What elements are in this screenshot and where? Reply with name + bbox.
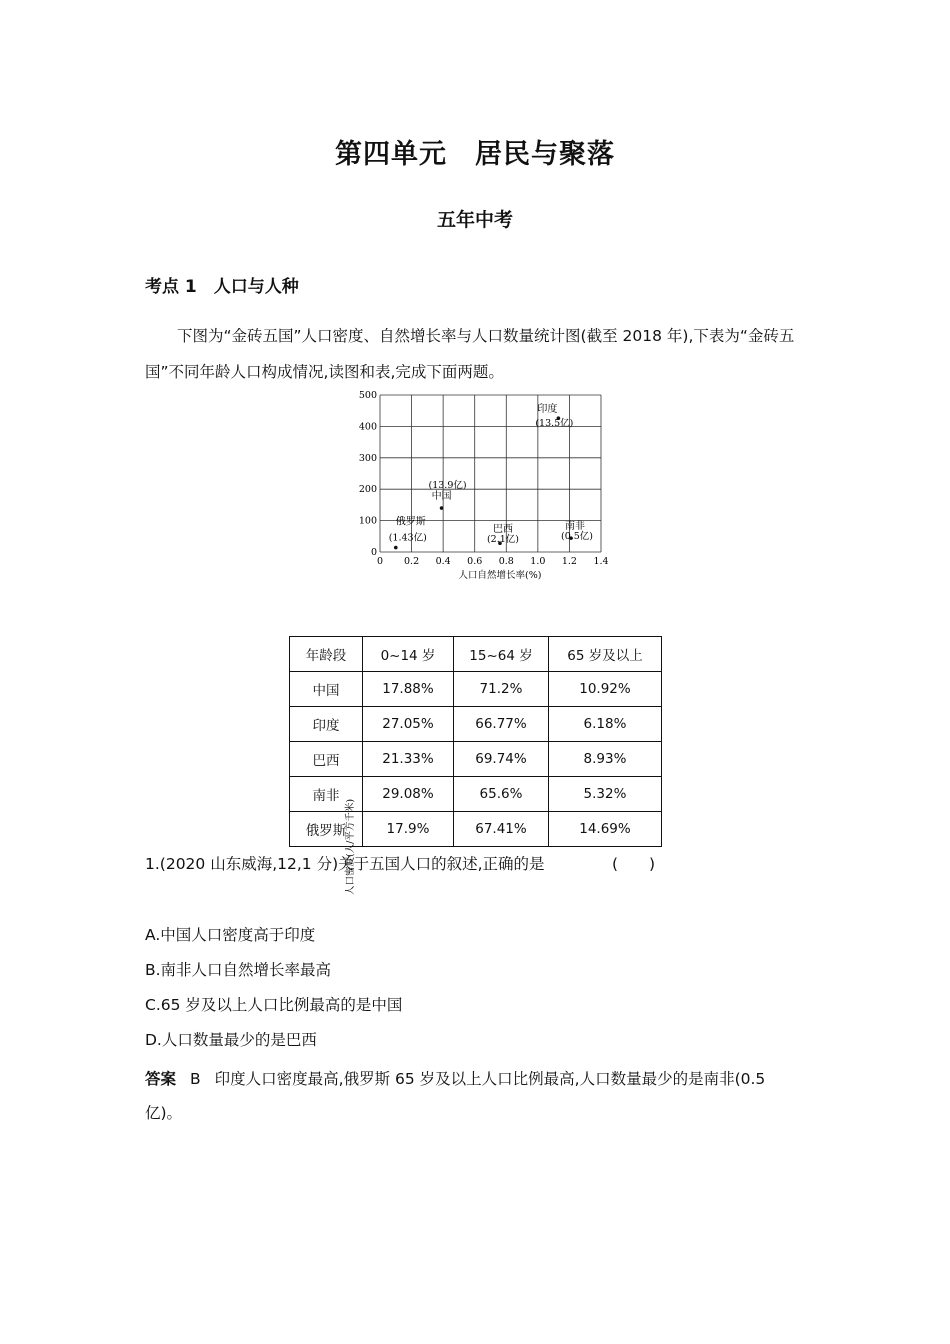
point-population-label: (13.5亿) [535, 418, 574, 430]
y-tick-label: 200 [358, 484, 377, 496]
table-header-cell: 15~64 岁 [454, 637, 549, 672]
table-cell: 14.69% [549, 812, 662, 847]
x-tick-label: 1.0 [530, 556, 546, 567]
point-population-label: (0.5亿) [560, 531, 594, 543]
table-header-cell: 65 岁及以上 [549, 637, 662, 672]
question-stem: 1.(2020 山东威海,12,1 分)关于五国人口的叙述,正确的是 [145, 855, 545, 873]
table-row [290, 672, 662, 707]
table-cell: 俄罗斯 [290, 812, 363, 847]
table-cell: 71.2% [454, 672, 549, 707]
point-name-label: 印度 [537, 404, 558, 416]
point-name-label: 巴西 [492, 524, 513, 536]
table-header-cell: 0~14 岁 [363, 637, 454, 672]
table-cell: 29.08% [363, 777, 454, 812]
x-tick-label: 1.4 [593, 556, 609, 567]
table-cell: 5.32% [549, 777, 662, 812]
option-c: C.65 岁及以上人口比例最高的是中国 [145, 996, 403, 1014]
x-axis-label: 人口自然增长率(%) [458, 570, 542, 581]
table-cell: 21.33% [363, 742, 454, 777]
table-cell: 中国 [290, 672, 363, 707]
option-b: B.南非人口自然增长率最高 [145, 961, 332, 979]
y-tick-label: 300 [358, 452, 377, 464]
data-point [440, 506, 444, 510]
table-header-row [290, 637, 662, 672]
x-tick-label: 0.4 [435, 556, 451, 567]
data-point [394, 546, 398, 550]
x-tick-label: 0 [376, 556, 384, 567]
y-tick-label: 0 [370, 547, 377, 558]
x-tick-label: 1.2 [561, 556, 577, 567]
table-cell: 10.92% [549, 672, 662, 707]
option-a: A.中国人口密度高于印度 [145, 926, 316, 944]
table-cell: 南非 [290, 777, 363, 812]
table-cell: 6.18% [549, 707, 662, 742]
intro-paragraph: 下图为“金砖五国”人口密度、自然增长率与人口数量统计图(截至 2018 年),下表为“金砖五国”不同年龄人口构成情况,读图和表,完成下面两题。 [145, 327, 795, 381]
page-subtitle: 五年中考 [436, 209, 513, 231]
y-axis-label: 人口密度(人/平方千米) [345, 798, 356, 896]
table-row [290, 707, 662, 742]
answer-explanation: 印度人口密度最高,俄罗斯 65 岁及以上人口比例最高,人口数量最少的是南非(0.5 亿)。 [145, 1070, 766, 1122]
table-row [290, 777, 662, 812]
point-name-label: 中国 [431, 491, 452, 503]
answer-block [145, 1062, 805, 1130]
point-population-label: (13.9亿) [428, 480, 467, 492]
answer-letter: B [190, 1070, 201, 1088]
point-name-label: 俄罗斯 [395, 516, 426, 528]
table-cell: 69.74% [454, 742, 549, 777]
y-tick-label: 100 [358, 515, 377, 527]
point-population-label: (1.43亿) [388, 532, 427, 544]
table-cell: 65.6% [454, 777, 549, 812]
point-population-label: (2.1亿) [486, 534, 519, 546]
table-cell: 8.93% [549, 742, 662, 777]
answer-bracket: ( ) [612, 855, 656, 873]
table-cell: 巴西 [290, 742, 363, 777]
table-cell: 66.77% [454, 707, 549, 742]
x-tick-label: 0.2 [404, 556, 420, 567]
option-d: D.人口数量最少的是巴西 [145, 1031, 317, 1049]
x-tick-label: 0.8 [498, 556, 514, 567]
table-header-cell: 年龄段 [290, 637, 363, 672]
age-structure-table [289, 636, 662, 847]
x-tick-label: 0.6 [467, 556, 483, 567]
point-name-label: 南非 [565, 521, 586, 533]
table-cell: 27.05% [363, 707, 454, 742]
y-tick-label: 500 [358, 390, 377, 401]
table-row [290, 812, 662, 847]
page-title: 第四单元 居民与聚落 [335, 139, 615, 170]
table-cell: 67.41% [454, 812, 549, 847]
table-cell: 17.9% [363, 812, 454, 847]
answer-label: 答案 [145, 1070, 177, 1088]
section-heading: 考点 1 人口与人种 [145, 277, 299, 297]
table-cell: 印度 [290, 707, 363, 742]
y-tick-label: 400 [358, 421, 377, 433]
table-row [290, 742, 662, 777]
table-cell: 17.88% [363, 672, 454, 707]
